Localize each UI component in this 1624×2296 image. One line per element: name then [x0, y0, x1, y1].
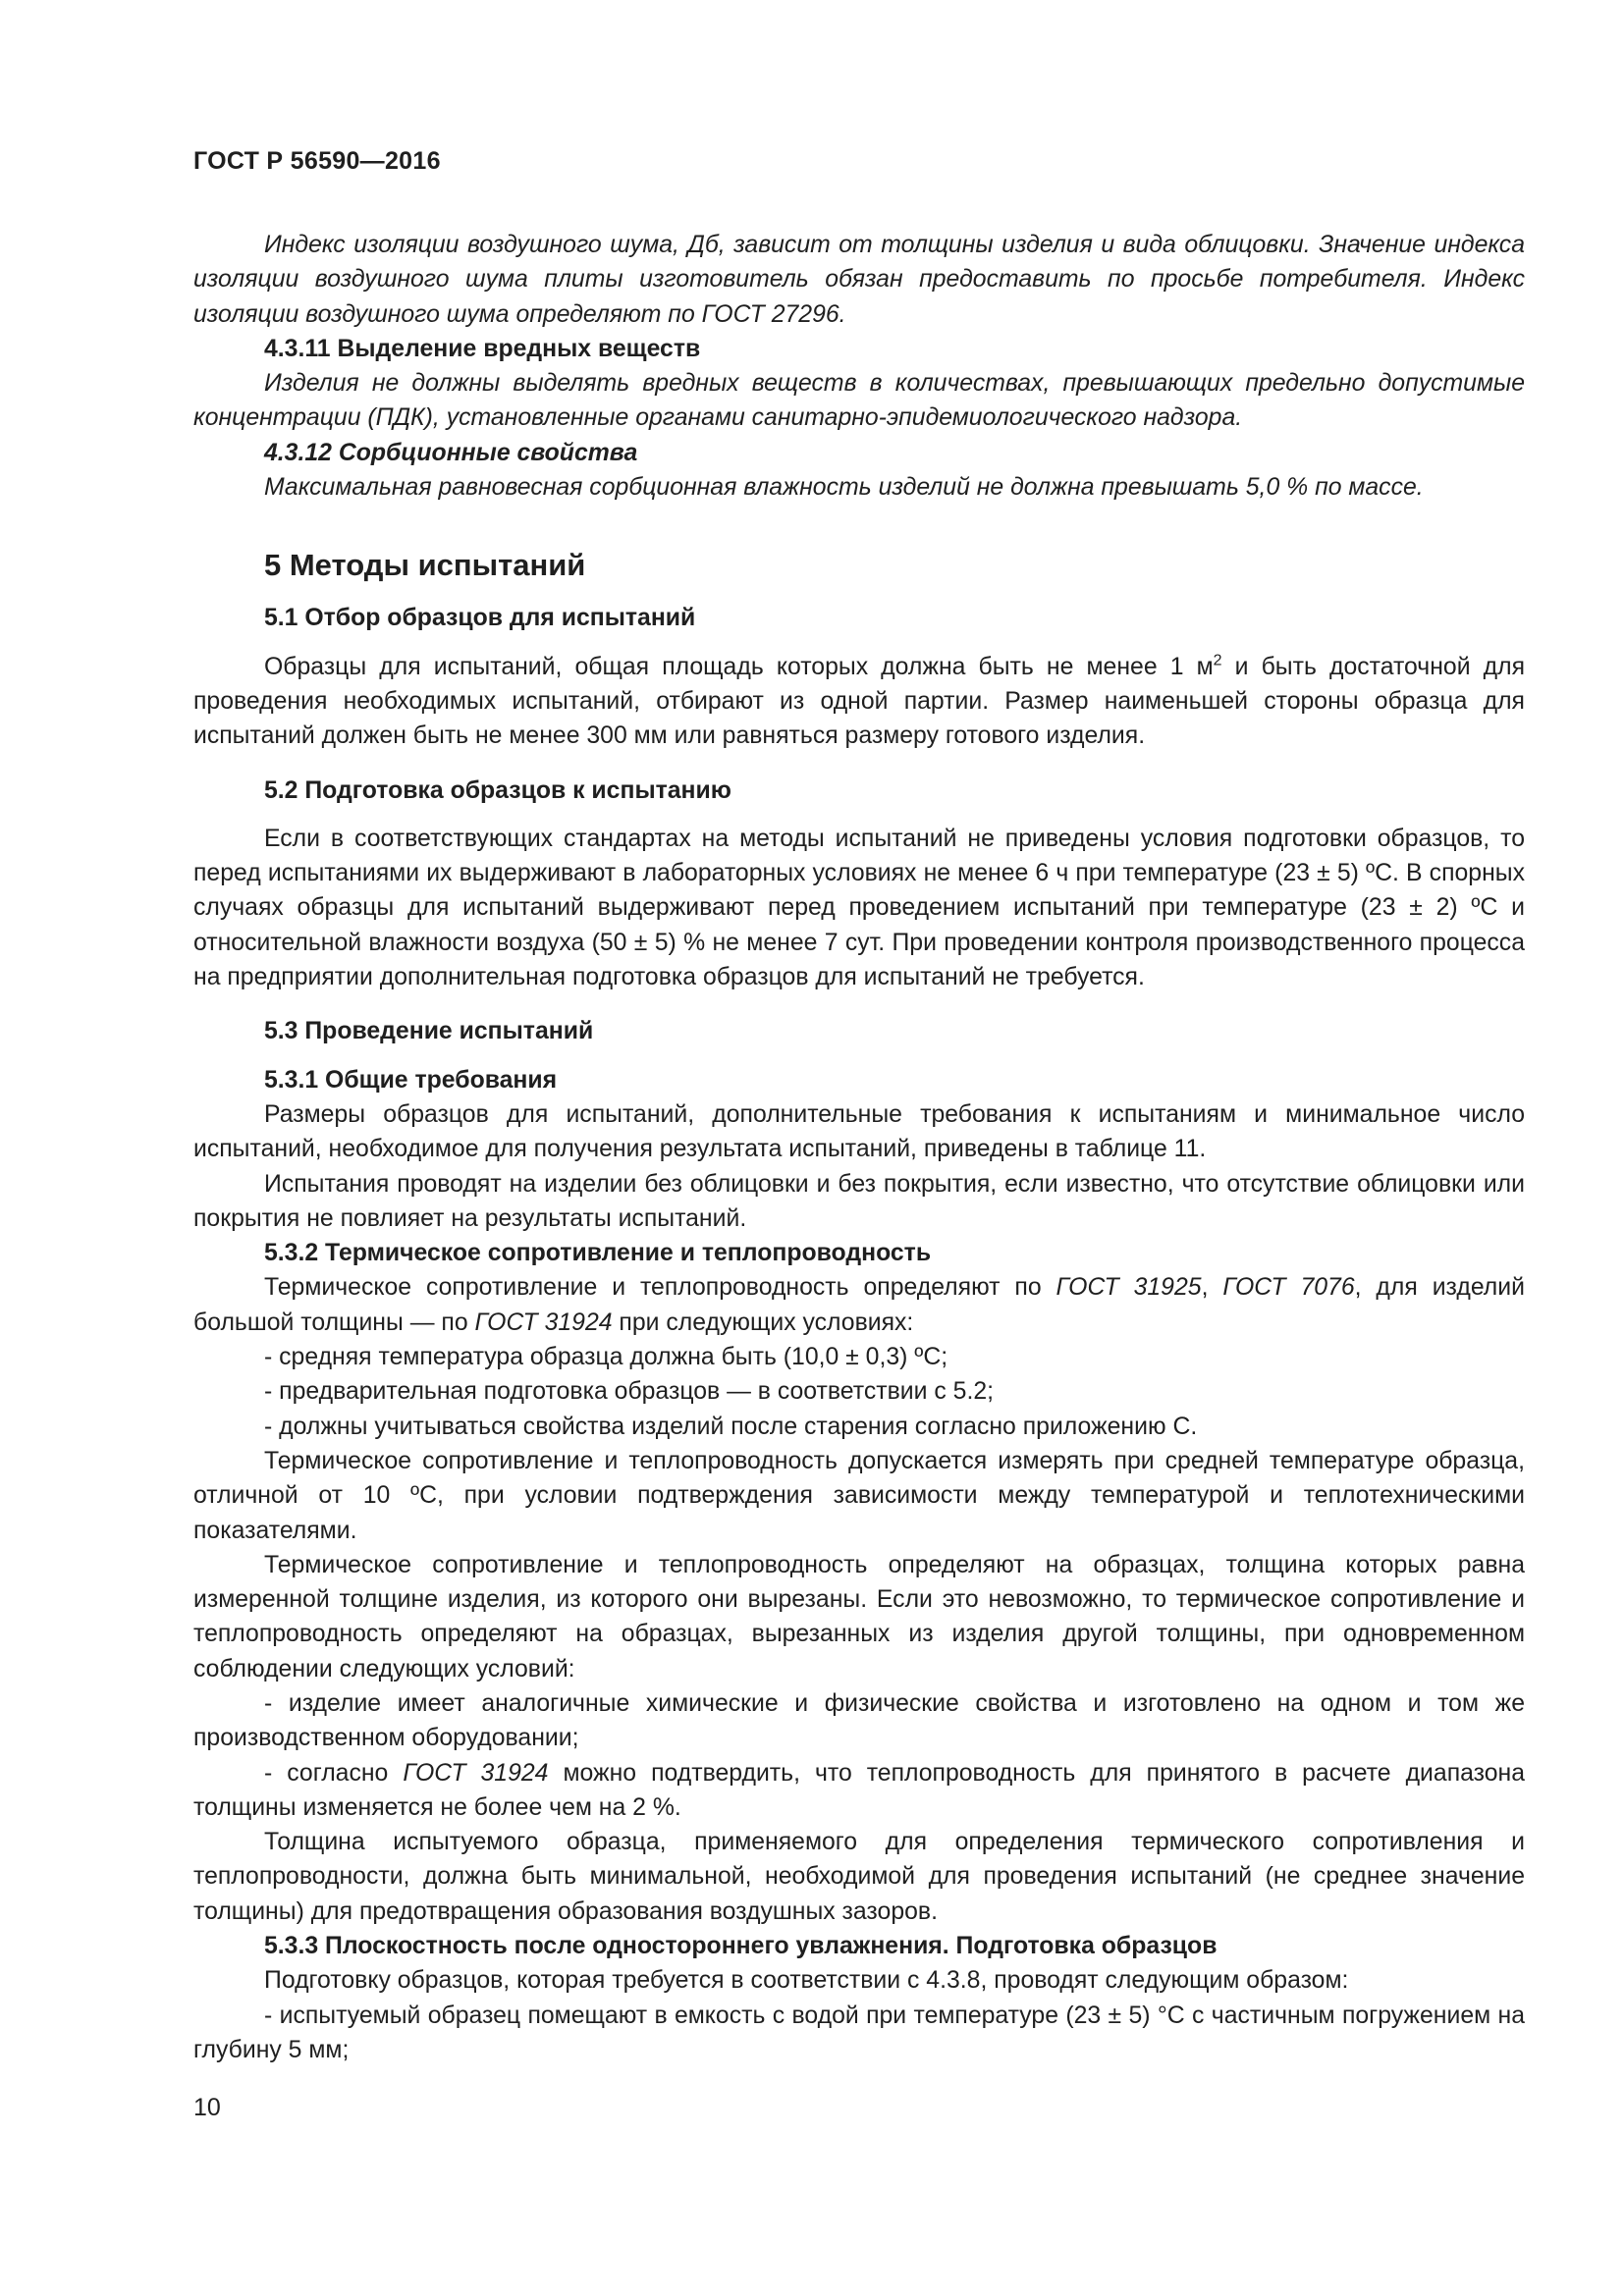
- paragraph-sample-preparation: Если в соответствующих стандартах на методы испытаний не приведены условия подготовки образцов, то перед испытаниями их выдерживают в лабораторных условиях не менее 6 ч при температуре (23 ± 5) ºС. В спорных случаях образцы для испытаний выдерживают перед проведением испытаний при температуре (23 ± 2) ºС и относительной влажности воздуха (50 ± 5) % не менее 7 сут. При проведении контроля производственного процесса на предприятии дополнительная подготовка образцов для испытаний не требуется.: [193, 825, 1525, 991]
- text-part: Термическое сопротивление и теплопроводность определяют по: [264, 1274, 1056, 1302]
- page-body: [193, 228, 1525, 2067]
- paragraph-flatness-preparation: Подготовку образцов, которая требуется в соответствии с 4.3.8, проводят следующим образом:: [264, 1967, 1349, 1995]
- area-unit-superscript: 2: [1213, 652, 1222, 669]
- paragraph-minimum-thickness: Толщина испытуемого образца, применяемого для определения термического сопротивления и теплопроводности, должна быть минимальной, необходимой для проведения испытаний (не среднее значение толщины) для предотвращения образования воздушных зазоров.: [193, 1829, 1525, 1925]
- list-item: - изделие имеет аналогичные химические и физические свойства и изготовлено на одном и том же производственном оборудовании;: [193, 1689, 1525, 1752]
- heading-5-3: 5.3 Проведение испытаний: [264, 1018, 594, 1045]
- paragraph-no-coating: Испытания проводят на изделии без облицовки и без покрытия, если известно, что отсутствие облицовки или покрытия не повлияет на результаты испытаний.: [193, 1170, 1525, 1232]
- heading-5-2: 5.2 Подготовка образцов к испытанию: [264, 776, 731, 804]
- heading-5-1: 5.1 Отбор образцов для испытаний: [264, 605, 696, 632]
- standard-reference: ГОСТ 31925: [1056, 1274, 1202, 1302]
- text-part: ,: [1201, 1274, 1223, 1302]
- heading-5-3-3: 5.3.3 Плоскостность после одностороннего увлажнения. Подготовка образцов: [264, 1933, 1218, 1960]
- heading-5-3-2: 5.3.2 Термическое сопротивление и теплопроводность: [264, 1240, 932, 1267]
- paragraph-sampling-part-b: и быть достаточной для проведения необходимых испытаний, отбирают из одной партии. Размер наименьшей стороны образца для испытаний должен быть не менее 300 мм или равняться размеру готового изделия.: [193, 653, 1525, 750]
- paragraph-general-requirements: Размеры образцов для испытаний, дополнительные требования к испытаниям и минимальное число испытаний, необходимое для получения результата испытаний, приведены в таблице 11.: [193, 1100, 1525, 1163]
- paragraph-sample-thickness: Термическое сопротивление и теплопроводность определяют на образцах, толщина которых равна измеренной толщине изделия, из которого они вырезаны. Если это невозможно, то термическое сопротивление и теплопроводность определяют на образцах, вырезанных из изделия другой толщины, при одновременном соблюдении следующих условий:: [193, 1551, 1525, 1682]
- paragraph-sampling: [193, 650, 1525, 754]
- document-code-header: ГОСТ Р 56590—2016: [193, 147, 441, 175]
- section-title-test-methods: 5 Методы испытаний: [264, 548, 586, 583]
- paragraph-sampling-part-a: Образцы для испытаний, общая площадь которых должна быть не менее 1 м: [264, 653, 1214, 680]
- heading-4-3-11: 4.3.11 Выделение вредных веществ: [264, 335, 701, 362]
- page-number: 10: [193, 2094, 221, 2121]
- list-item: [193, 1756, 1525, 1826]
- list-item: - предварительная подготовка образцов — в соответствии с 5.2;: [264, 1378, 995, 1406]
- list-item: - испытуемый образец помещают в емкость с водой при температуре (23 ± 5) °С с частичным погружением на глубину 5 мм;: [193, 2002, 1525, 2063]
- paragraph-thermal-resistance-methods: [193, 1270, 1525, 1340]
- list-item: - средняя температура образца должна быть (10,0 ± 0,3) ºС;: [264, 1344, 948, 1371]
- paragraph-mean-temperature: Термическое сопротивление и теплопроводность допускается измерять при средней температуре образца, отличной от 10 ºС, при условии подтверждения зависимости между температурой и теплотехническими показателями.: [193, 1447, 1525, 1544]
- text-part: при следующих условиях:: [612, 1308, 914, 1336]
- heading-5-3-1: 5.3.1 Общие требования: [264, 1066, 558, 1094]
- paragraph-sorption: Максимальная равновесная сорбционная влажность изделий не должна превышать 5,0 % по массе.: [264, 474, 1424, 502]
- standard-reference: ГОСТ 31924: [474, 1308, 613, 1336]
- text-part: можно подтвердить, что теплопроводность для принятого в расчете диапазона толщины изменяется не более чем на 2 %.: [193, 1759, 1525, 1821]
- standard-reference: ГОСТ 31924: [403, 1759, 549, 1787]
- text-part: , для изделий большой толщины — по: [193, 1274, 1525, 1336]
- text-part: - согласно: [264, 1759, 404, 1787]
- heading-4-3-12: 4.3.12 Сорбционные свойства: [264, 439, 638, 466]
- paragraph-noise-insulation: Индекс изоляции воздушного шума, Дб, зависит от толщины изделия и вида облицовки. Значение индекса изоляции воздушного шума плиты изготовитель обязан предоставить по просьбе потребителя. Индекс изоляции воздушного шума определяют по ГОСТ 27296.: [193, 232, 1525, 328]
- paragraph-harmful-substances: Изделия не должны выделять вредных веществ в количествах, превышающих предельно допустимые концентрации (ПДК), установленные органами санитарно-эпидемиологического надзора.: [193, 370, 1525, 432]
- list-item: - должны учитываться свойства изделий после старения согласно приложению С.: [264, 1413, 1198, 1440]
- standard-reference: ГОСТ 7076: [1222, 1274, 1355, 1302]
